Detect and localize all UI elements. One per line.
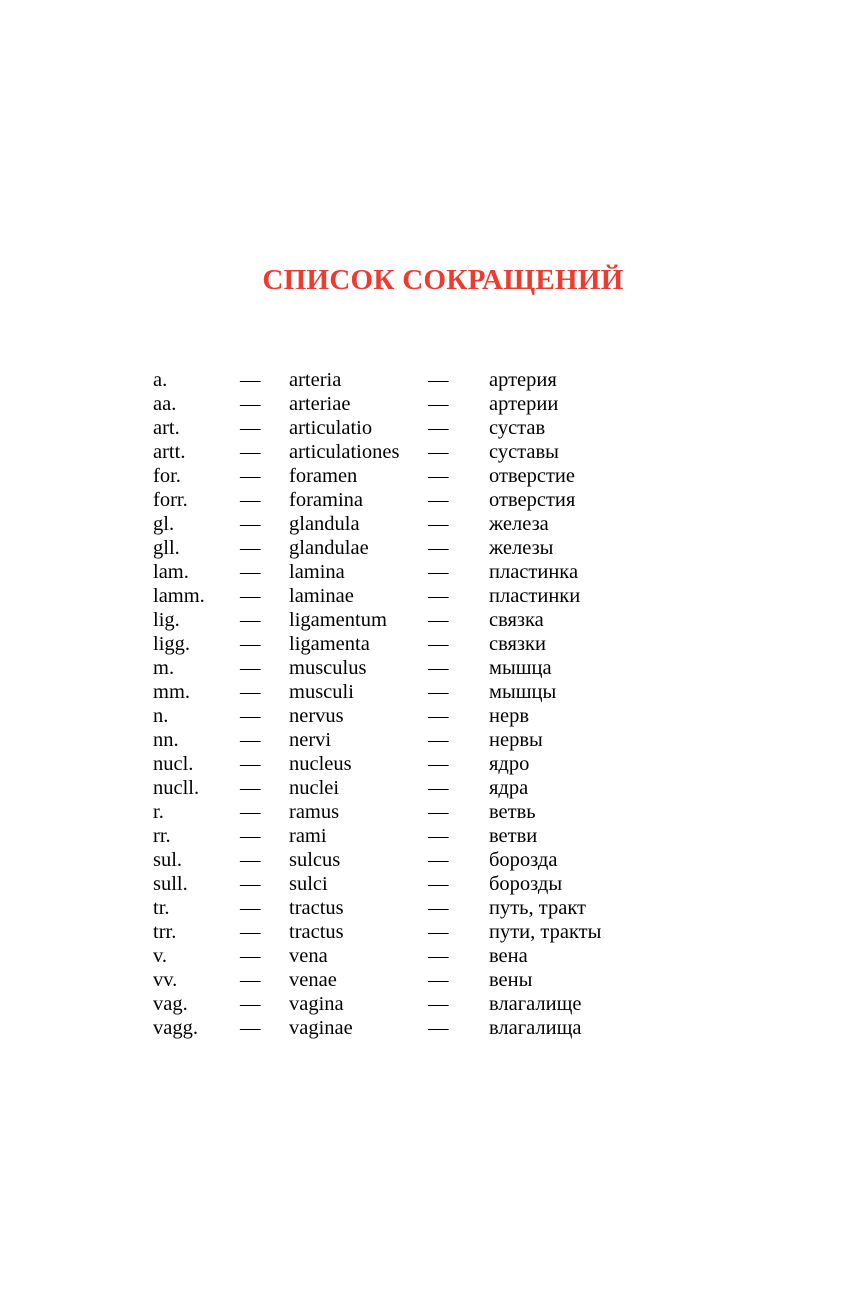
list-item xyxy=(153,512,633,536)
abbreviation: ligg. xyxy=(153,633,191,655)
list-item xyxy=(153,800,633,824)
latin-term: vena xyxy=(289,945,328,967)
latin-term: nucleus xyxy=(289,753,352,775)
list-item xyxy=(153,968,633,992)
latin-term: nuclei xyxy=(289,777,340,799)
dash-separator: — xyxy=(240,369,261,391)
russian-translation: пути, тракты xyxy=(489,921,602,943)
dash-separator: — xyxy=(428,489,449,511)
latin-term: ligamenta xyxy=(289,633,370,655)
dash-separator: — xyxy=(240,441,261,463)
dash-separator: — xyxy=(428,897,449,919)
list-item xyxy=(153,464,633,488)
latin-term: glandula xyxy=(289,513,360,535)
abbreviation: r. xyxy=(153,801,164,823)
abbreviation: artt. xyxy=(153,441,186,463)
abbreviation: mm. xyxy=(153,681,191,703)
list-item xyxy=(153,776,633,800)
russian-translation: нервы xyxy=(489,729,543,751)
list-item xyxy=(153,560,633,584)
latin-term: sulci xyxy=(289,873,328,895)
dash-separator: — xyxy=(428,633,449,655)
abbreviation: lamm. xyxy=(153,585,205,607)
russian-translation: путь, тракт xyxy=(489,897,586,919)
dash-separator: — xyxy=(428,369,449,391)
russian-translation: пластинка xyxy=(489,561,579,583)
latin-term: ramus xyxy=(289,801,340,823)
russian-translation: ядро xyxy=(489,753,530,775)
list-item xyxy=(153,680,633,704)
dash-separator: — xyxy=(240,633,261,655)
latin-term: tractus xyxy=(289,921,344,943)
dash-separator: — xyxy=(428,801,449,823)
list-item xyxy=(153,920,633,944)
latin-term: vagina xyxy=(289,993,344,1015)
dash-separator: — xyxy=(240,393,261,415)
latin-term: nervus xyxy=(289,705,344,727)
latin-term: musculi xyxy=(289,681,354,703)
abbreviation: nn. xyxy=(153,729,179,751)
russian-translation: вены xyxy=(489,969,533,991)
dash-separator: — xyxy=(240,921,261,943)
dash-separator: — xyxy=(240,513,261,535)
abbreviation: nucl. xyxy=(153,753,194,775)
dash-separator: — xyxy=(428,873,449,895)
abbreviation: gll. xyxy=(153,537,180,559)
russian-translation: мышца xyxy=(489,657,552,679)
abbreviation: m. xyxy=(153,657,175,679)
dash-separator: — xyxy=(428,921,449,943)
list-item xyxy=(153,416,633,440)
latin-term: vaginae xyxy=(289,1017,353,1039)
dash-separator: — xyxy=(428,849,449,871)
list-item xyxy=(153,368,633,392)
latin-term: musculus xyxy=(289,657,367,679)
list-item xyxy=(153,944,633,968)
list-item xyxy=(153,872,633,896)
dash-separator: — xyxy=(240,609,261,631)
dash-separator: — xyxy=(428,441,449,463)
russian-translation: связка xyxy=(489,609,544,631)
list-item xyxy=(153,1016,633,1040)
russian-translation: нерв xyxy=(489,705,529,727)
list-item xyxy=(153,992,633,1016)
dash-separator: — xyxy=(240,705,261,727)
page-title: СПИСОК СОКРАЩЕНИЙ xyxy=(262,264,624,296)
dash-separator: — xyxy=(428,705,449,727)
list-item xyxy=(153,824,633,848)
russian-translation: отверстие xyxy=(489,465,575,487)
dash-separator: — xyxy=(240,1017,261,1039)
latin-term: lamina xyxy=(289,561,345,583)
latin-term: nervi xyxy=(289,729,332,751)
dash-separator: — xyxy=(428,393,449,415)
abbreviation-list xyxy=(153,368,633,1040)
dash-separator: — xyxy=(428,657,449,679)
abbreviation: lig. xyxy=(153,609,180,631)
abbreviation: vv. xyxy=(153,969,178,991)
list-item xyxy=(153,656,633,680)
latin-term: tractus xyxy=(289,897,344,919)
russian-translation: связки xyxy=(489,633,546,655)
dash-separator: — xyxy=(240,849,261,871)
dash-separator: — xyxy=(240,657,261,679)
list-item xyxy=(153,896,633,920)
russian-translation: железа xyxy=(489,513,549,535)
abbreviation: n. xyxy=(153,705,169,727)
list-item xyxy=(153,440,633,464)
russian-translation: артерии xyxy=(489,393,559,415)
list-item xyxy=(153,848,633,872)
russian-translation: ветви xyxy=(489,825,538,847)
dash-separator: — xyxy=(240,753,261,775)
latin-term: articulatio xyxy=(289,417,373,439)
latin-term: rami xyxy=(289,825,327,847)
abbreviation: nucll. xyxy=(153,777,200,799)
dash-separator: — xyxy=(240,969,261,991)
russian-translation: влагалища xyxy=(489,1017,582,1039)
list-item xyxy=(153,704,633,728)
abbreviation: sull. xyxy=(153,873,188,895)
dash-separator: — xyxy=(240,825,261,847)
latin-term: articulationes xyxy=(289,441,400,463)
list-item xyxy=(153,584,633,608)
dash-separator: — xyxy=(428,417,449,439)
russian-translation: борозды xyxy=(489,873,563,895)
abbreviation: for. xyxy=(153,465,181,487)
latin-term: laminae xyxy=(289,585,354,607)
dash-separator: — xyxy=(428,777,449,799)
russian-translation: ветвь xyxy=(489,801,536,823)
dash-separator: — xyxy=(240,777,261,799)
dash-separator: — xyxy=(428,465,449,487)
abbreviation: rr. xyxy=(153,825,171,847)
list-item xyxy=(153,728,633,752)
russian-translation: мышцы xyxy=(489,681,557,703)
latin-term: venae xyxy=(289,969,337,991)
latin-term: glandulae xyxy=(289,537,369,559)
dash-separator: — xyxy=(240,417,261,439)
dash-separator: — xyxy=(240,873,261,895)
dash-separator: — xyxy=(240,585,261,607)
list-item xyxy=(153,392,633,416)
dash-separator: — xyxy=(240,801,261,823)
dash-separator: — xyxy=(240,897,261,919)
abbreviation: art. xyxy=(153,417,180,439)
abbreviation: lam. xyxy=(153,561,189,583)
latin-term: sulcus xyxy=(289,849,341,871)
latin-term: foramina xyxy=(289,489,363,511)
dash-separator: — xyxy=(240,729,261,751)
dash-separator: — xyxy=(428,993,449,1015)
abbreviation: sul. xyxy=(153,849,183,871)
russian-translation: суставы xyxy=(489,441,559,463)
list-item xyxy=(153,752,633,776)
abbreviation: trr. xyxy=(153,921,177,943)
russian-translation: ядра xyxy=(489,777,529,799)
abbreviation: vag. xyxy=(153,993,188,1015)
abbreviation: a. xyxy=(153,369,168,391)
dash-separator: — xyxy=(428,561,449,583)
list-item xyxy=(153,608,633,632)
dash-separator: — xyxy=(428,969,449,991)
latin-term: arteriae xyxy=(289,393,351,415)
russian-translation: борозда xyxy=(489,849,558,871)
abbreviation: tr. xyxy=(153,897,170,919)
russian-translation: железы xyxy=(489,537,554,559)
dash-separator: — xyxy=(428,609,449,631)
latin-term: ligamentum xyxy=(289,609,387,631)
latin-term: foramen xyxy=(289,465,358,487)
russian-translation: артерия xyxy=(489,369,557,391)
list-item xyxy=(153,488,633,512)
russian-translation: сустав xyxy=(489,417,546,439)
dash-separator: — xyxy=(428,825,449,847)
list-item xyxy=(153,536,633,560)
dash-separator: — xyxy=(240,993,261,1015)
dash-separator: — xyxy=(240,561,261,583)
abbreviation: gl. xyxy=(153,513,175,535)
dash-separator: — xyxy=(240,681,261,703)
dash-separator: — xyxy=(240,465,261,487)
russian-translation: пластинки xyxy=(489,585,581,607)
dash-separator: — xyxy=(428,945,449,967)
dash-separator: — xyxy=(428,681,449,703)
dash-separator: — xyxy=(428,729,449,751)
dash-separator: — xyxy=(240,945,261,967)
dash-separator: — xyxy=(428,753,449,775)
dash-separator: — xyxy=(428,585,449,607)
abbreviation: forr. xyxy=(153,489,188,511)
russian-translation: отверстия xyxy=(489,489,576,511)
dash-separator: — xyxy=(240,537,261,559)
list-item xyxy=(153,632,633,656)
latin-term: arteria xyxy=(289,369,342,391)
dash-separator: — xyxy=(428,1017,449,1039)
russian-translation: влагалище xyxy=(489,993,582,1015)
dash-separator: — xyxy=(428,513,449,535)
abbreviation: aa. xyxy=(153,393,177,415)
dash-separator: — xyxy=(240,489,261,511)
russian-translation: вена xyxy=(489,945,528,967)
abbreviation: vagg. xyxy=(153,1017,198,1039)
abbreviation: v. xyxy=(153,945,168,967)
dash-separator: — xyxy=(428,537,449,559)
